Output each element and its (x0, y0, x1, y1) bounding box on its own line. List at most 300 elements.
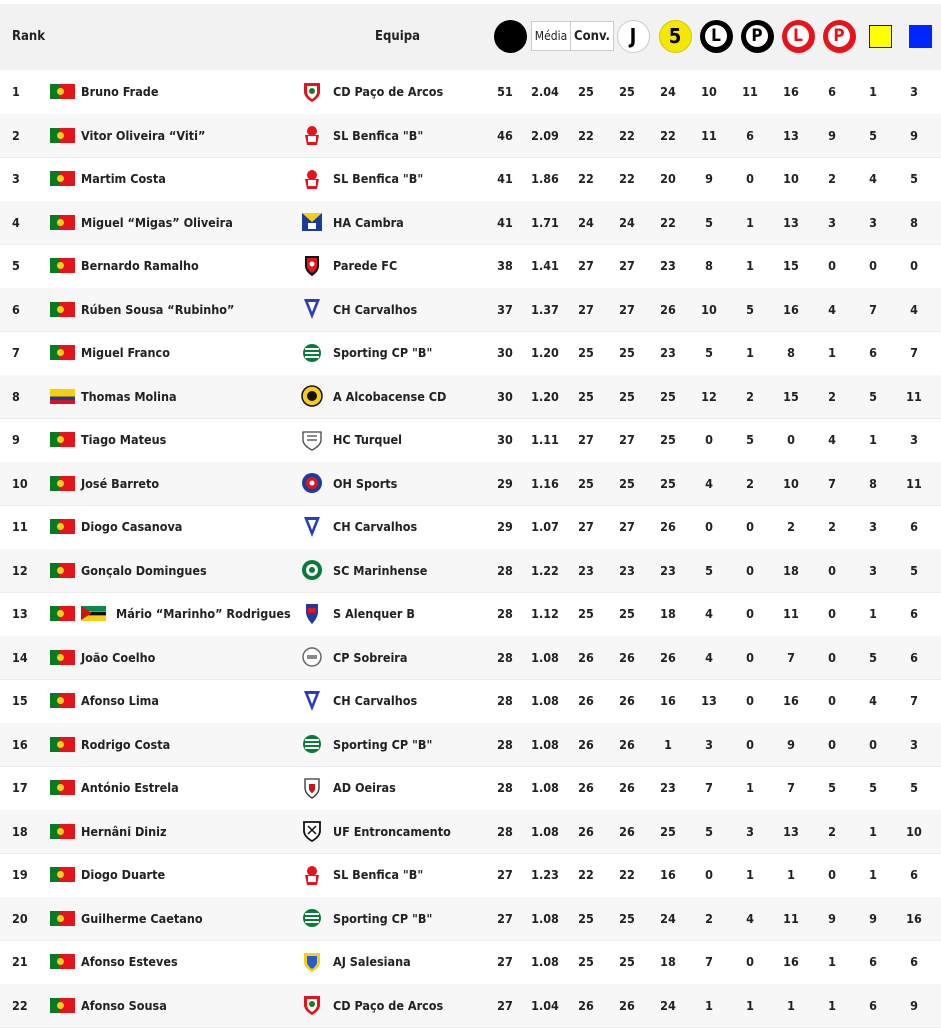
sobreira-crest-icon (301, 645, 323, 669)
stat-cell: 0 (812, 679, 852, 723)
benfica-crest-icon (301, 167, 323, 191)
stat-cell: 26 (648, 288, 688, 332)
stat-cell: 1 (812, 331, 852, 375)
p-black-icon: P (746, 25, 768, 47)
stat-cell: 29 (485, 505, 525, 549)
stat-cell: 5 (894, 157, 934, 201)
stat-cell: 9 (812, 114, 852, 158)
team-cell[interactable] (301, 984, 443, 1028)
stat-cell: 7 (689, 766, 729, 810)
stat-cell: 1.08 (525, 897, 565, 941)
stat-cell: 1.41 (525, 244, 565, 288)
stat-cell: 23 (607, 549, 647, 593)
portugal-flag-icon (50, 84, 75, 99)
yellow-card-icon (869, 25, 892, 48)
player-cell[interactable] (50, 157, 166, 201)
stat-cell: 9 (894, 114, 934, 158)
stat-cell: 7 (812, 462, 852, 506)
player-name[interactable]: Miguel Franco (81, 345, 170, 360)
team-name[interactable]: UF Entroncamento (333, 824, 451, 839)
stat-cell: 10 (689, 70, 729, 114)
player-cell[interactable] (50, 636, 155, 680)
stat-cell: 1 (689, 984, 729, 1028)
stat-cell: 27 (485, 897, 525, 941)
table-row[interactable] (0, 679, 941, 724)
player-cell[interactable] (50, 984, 167, 1028)
carvalhos-crest-icon (301, 689, 323, 713)
team-cell[interactable] (301, 549, 427, 593)
stat-cell: 7 (853, 288, 893, 332)
stat-cell: 25 (607, 375, 647, 419)
stat-cell: 1.08 (525, 810, 565, 854)
stat-cell: 22 (566, 853, 606, 897)
stat-cell: 24 (648, 897, 688, 941)
stat-cell: 23 (648, 549, 688, 593)
stat-cell: 25 (607, 462, 647, 506)
player-cell[interactable] (50, 940, 178, 984)
stat-cell: 2 (689, 897, 729, 941)
portugal-flag-icon (50, 171, 75, 186)
player-name[interactable]: José Barreto (81, 476, 159, 491)
table-row[interactable] (0, 897, 941, 942)
team-name[interactable]: AJ Salesiana (333, 954, 411, 969)
portugal-flag-icon (50, 998, 75, 1013)
team-name[interactable]: CD Paço de Arcos (333, 84, 443, 99)
table-row[interactable] (0, 853, 941, 898)
player-name[interactable]: Martim Costa (81, 171, 166, 186)
portugal-flag-icon (50, 258, 75, 273)
portugal-flag-icon (50, 780, 75, 795)
team-cell[interactable] (301, 288, 417, 332)
table-header (0, 4, 941, 70)
stat-cell: 13 (771, 114, 811, 158)
rank-cell: 3 (12, 157, 20, 201)
player-name[interactable]: Gonçalo Domingues (81, 563, 207, 578)
player-cell[interactable] (50, 70, 158, 114)
stat-cell: 5 (812, 766, 852, 810)
stat-cell: 22 (607, 114, 647, 158)
stat-cell: 22 (566, 157, 606, 201)
stat-cell: 15 (771, 375, 811, 419)
table-row[interactable] (0, 331, 941, 376)
team-name[interactable]: Parede FC (333, 258, 397, 273)
team-name[interactable]: CH Carvalhos (333, 693, 417, 708)
l-red-icon: L (787, 25, 809, 47)
blue-card-header[interactable] (900, 16, 940, 56)
team-name[interactable]: A Alcobacense CD (333, 389, 446, 404)
stat-cell: 24 (607, 201, 647, 245)
stat-cell: 2 (771, 505, 811, 549)
stat-cell: 26 (566, 984, 606, 1028)
stat-cell: 37 (485, 288, 525, 332)
stat-cell: 2 (812, 810, 852, 854)
team-cell[interactable] (301, 853, 423, 897)
team-cell[interactable] (301, 940, 411, 984)
stat-cell: 3 (853, 549, 893, 593)
stat-cell: 0 (812, 853, 852, 897)
stat-cell: 1 (853, 418, 893, 462)
player-name[interactable]: Thomas Molina (81, 389, 177, 404)
stat-cell: 30 (485, 331, 525, 375)
stat-cell: 2.09 (525, 114, 565, 158)
stat-cell: 6 (730, 114, 770, 158)
stat-cell: 6 (894, 505, 934, 549)
yellow-card-header[interactable] (860, 16, 900, 56)
stat-cell: 0 (771, 418, 811, 462)
stat-cell: 25 (607, 940, 647, 984)
team-cell[interactable] (301, 723, 432, 767)
table-row[interactable] (0, 288, 941, 333)
salesiana-crest-icon (301, 950, 323, 974)
player-name[interactable]: Miguel “Migas” Oliveira (81, 215, 233, 230)
team-cell[interactable] (301, 331, 432, 375)
team-name[interactable]: CD Paço de Arcos (333, 998, 443, 1013)
stat-cell: 26 (566, 766, 606, 810)
table-row[interactable] (0, 462, 941, 507)
stat-cell: 16 (648, 853, 688, 897)
rank-cell: 20 (12, 897, 28, 941)
p-black-header[interactable] (737, 16, 777, 56)
stat-cell: 11 (771, 897, 811, 941)
rank-cell: 9 (12, 418, 20, 462)
stat-cell: 25 (566, 375, 606, 419)
stat-cell: 1.07 (525, 505, 565, 549)
stat-cell: 10 (894, 810, 934, 854)
team-name[interactable]: Sporting CP "B" (333, 911, 432, 926)
stat-cell: 27 (607, 244, 647, 288)
team-name[interactable]: HC Turquel (333, 432, 402, 447)
table-row[interactable] (0, 940, 941, 985)
stat-cell: 1.86 (525, 157, 565, 201)
rank-cell: 17 (12, 766, 28, 810)
stat-cell: 2 (812, 505, 852, 549)
team-cell[interactable] (301, 418, 402, 462)
stat-cell: 46 (485, 114, 525, 158)
stat-cell: 26 (607, 679, 647, 723)
stat-cell: 1.08 (525, 940, 565, 984)
stat-cell: 2 (812, 375, 852, 419)
stat-cell: 4 (689, 592, 729, 636)
stat-cell: 28 (485, 766, 525, 810)
player-cell[interactable] (50, 679, 159, 723)
points-header[interactable] (490, 16, 530, 56)
team-cell[interactable] (301, 375, 446, 419)
stat-cell: 1.23 (525, 853, 565, 897)
stat-cell: 27 (485, 853, 525, 897)
player-name[interactable]: Bruno Frade (81, 84, 158, 99)
portugal-flag-icon (50, 954, 75, 969)
five-header[interactable] (655, 16, 695, 56)
stat-cell: 25 (566, 940, 606, 984)
player-name[interactable]: Hernâni Diniz (81, 824, 167, 839)
stat-cell: 4 (689, 636, 729, 680)
team-cell[interactable] (301, 244, 397, 288)
team-name[interactable]: CP Sobreira (333, 650, 407, 665)
player-name[interactable]: Rodrigo Costa (81, 737, 170, 752)
stat-cell: 10 (771, 462, 811, 506)
table-row[interactable] (0, 70, 941, 115)
stat-cell: 4 (853, 157, 893, 201)
stat-cell: 16 (894, 897, 934, 941)
stat-cell: 1 (853, 810, 893, 854)
stat-cell: 23 (566, 549, 606, 593)
stat-cell: 22 (648, 201, 688, 245)
stat-cell: 22 (648, 114, 688, 158)
rank-cell: 18 (12, 810, 28, 854)
benfica-crest-icon (301, 863, 323, 887)
table-row[interactable] (0, 592, 941, 637)
player-name[interactable]: Guilherme Caetano (81, 911, 203, 926)
stat-cell: 22 (607, 157, 647, 201)
stat-cell: 25 (607, 592, 647, 636)
stat-cell: 5 (853, 375, 893, 419)
player-cell[interactable] (50, 549, 207, 593)
stat-cell: 23 (648, 244, 688, 288)
stat-cell: 11 (771, 592, 811, 636)
stat-cell: 7 (771, 766, 811, 810)
stat-cell: 27 (566, 505, 606, 549)
stat-cell: 0 (812, 636, 852, 680)
player-name[interactable]: Tiago Mateus (81, 432, 166, 447)
table-row[interactable] (0, 157, 941, 202)
table-row[interactable] (0, 418, 941, 463)
stat-cell: 2 (812, 157, 852, 201)
p-red-header[interactable] (819, 16, 859, 56)
player-name[interactable]: Afonso Sousa (81, 998, 167, 1013)
rank-cell: 7 (12, 331, 20, 375)
player-cell[interactable] (50, 201, 233, 245)
stat-cell: 16 (771, 679, 811, 723)
stat-cell: 8 (771, 331, 811, 375)
stat-cell: 1.08 (525, 723, 565, 767)
stat-cell: 25 (607, 70, 647, 114)
stat-cell: 1.22 (525, 549, 565, 593)
player-name[interactable]: Bernardo Ramalho (81, 258, 199, 273)
stat-cell: 5 (689, 549, 729, 593)
stat-cell: 8 (853, 462, 893, 506)
team-name[interactable]: OH Sports (333, 476, 397, 491)
stat-cell: 5 (853, 636, 893, 680)
table-row[interactable] (0, 636, 941, 681)
player-cell[interactable] (50, 810, 167, 854)
player-cell[interactable] (50, 505, 182, 549)
stat-cell: 6 (894, 853, 934, 897)
team-cell[interactable] (301, 897, 432, 941)
player-name[interactable]: Mário “Marinho” Rodrigues (116, 606, 291, 621)
player-name[interactable]: Vitor Oliveira “Viti” (81, 128, 205, 143)
team-name[interactable]: Sporting CP "B" (333, 345, 432, 360)
stat-cell: 6 (853, 331, 893, 375)
player-name[interactable]: Afonso Lima (81, 693, 159, 708)
rank-cell: 1 (12, 70, 20, 114)
player-cell[interactable] (50, 244, 199, 288)
stat-cell: 9 (689, 157, 729, 201)
table-row[interactable] (0, 984, 941, 1028)
stat-cell: 5 (894, 549, 934, 593)
rank-cell: 16 (12, 723, 28, 767)
team-name[interactable]: Sporting CP "B" (333, 737, 432, 752)
blue-card-icon (909, 25, 932, 48)
player-name[interactable]: Diogo Duarte (81, 867, 165, 882)
team-cell[interactable] (301, 505, 417, 549)
ball-icon (494, 20, 527, 53)
table-row[interactable] (0, 505, 941, 550)
conv-header[interactable] (572, 16, 612, 56)
player-name[interactable]: Rúben Sousa “Rubinho” (81, 302, 234, 317)
stat-cell: 8 (894, 201, 934, 245)
stat-cell: 1.04 (525, 984, 565, 1028)
team-cell[interactable] (301, 201, 404, 245)
team-name[interactable]: HA Cambra (333, 215, 404, 230)
stat-cell: 0 (730, 157, 770, 201)
team-header[interactable]: Equipa (375, 29, 420, 44)
portugal-flag-icon (50, 650, 75, 665)
stat-cell: 13 (689, 679, 729, 723)
stat-cell: 1.71 (525, 201, 565, 245)
table-row[interactable] (0, 810, 941, 855)
stat-cell: 27 (566, 244, 606, 288)
rank-cell: 21 (12, 940, 28, 984)
team-cell[interactable] (301, 157, 423, 201)
portugal-flag-icon (50, 128, 75, 143)
carvalhos-crest-icon (301, 515, 323, 539)
stat-cell: 6 (894, 592, 934, 636)
team-name[interactable]: SC Marinhense (333, 563, 427, 578)
table-row[interactable] (0, 114, 941, 159)
stat-cell: 1 (730, 853, 770, 897)
table-row[interactable] (0, 244, 941, 289)
stat-cell: 0 (730, 592, 770, 636)
stat-cell: 16 (771, 288, 811, 332)
player-cell[interactable] (50, 766, 179, 810)
stat-cell: 6 (894, 636, 934, 680)
parede-crest-icon (301, 254, 323, 278)
team-name[interactable]: AD Oeiras (333, 780, 396, 795)
rank-cell: 5 (12, 244, 20, 288)
stat-cell: 5 (689, 331, 729, 375)
stat-cell: 10 (689, 288, 729, 332)
player-name[interactable]: João Coelho (81, 650, 155, 665)
table-row[interactable] (0, 549, 941, 594)
stat-cell: 27 (566, 288, 606, 332)
team-cell[interactable] (301, 462, 397, 506)
stat-cell: 0 (894, 244, 934, 288)
team-name[interactable]: CH Carvalhos (333, 302, 417, 317)
rank-cell: 4 (12, 201, 20, 245)
l-black-header[interactable] (696, 16, 736, 56)
player-cell[interactable] (50, 331, 170, 375)
portugal-flag-icon (50, 911, 75, 926)
player-cell[interactable] (50, 592, 291, 636)
stat-cell: 28 (485, 636, 525, 680)
rank-cell: 12 (12, 549, 28, 593)
team-cell[interactable] (301, 636, 407, 680)
stat-cell: 26 (566, 636, 606, 680)
stat-cell: 26 (566, 723, 606, 767)
team-cell[interactable] (301, 114, 423, 158)
stat-cell: 25 (566, 462, 606, 506)
stat-cell: 28 (485, 592, 525, 636)
team-cell[interactable] (301, 810, 451, 854)
player-cell[interactable] (50, 418, 166, 462)
stat-cell: 22 (607, 853, 647, 897)
player-cell[interactable] (50, 288, 234, 332)
team-name[interactable]: SL Benfica "B" (333, 867, 423, 882)
table-row[interactable] (0, 375, 941, 420)
stat-cell: 1 (771, 984, 811, 1028)
rank-cell: 19 (12, 853, 28, 897)
five-icon: 5 (659, 20, 692, 53)
rank-cell: 8 (12, 375, 20, 419)
stat-cell: 18 (648, 940, 688, 984)
player-name[interactable]: Afonso Esteves (81, 954, 178, 969)
team-cell[interactable] (301, 70, 443, 114)
portugal-flag-icon (50, 737, 75, 752)
player-cell[interactable] (50, 723, 170, 767)
player-cell[interactable] (50, 114, 205, 158)
team-cell[interactable] (301, 679, 417, 723)
rank-cell: 14 (12, 636, 28, 680)
stat-cell: 0 (812, 723, 852, 767)
team-name[interactable]: SL Benfica "B" (333, 128, 423, 143)
stat-cell: 11 (689, 114, 729, 158)
stat-cell: 2 (730, 462, 770, 506)
table-row[interactable] (0, 201, 941, 246)
rank-header[interactable]: Rank (12, 29, 45, 44)
stat-cell: 0 (853, 723, 893, 767)
team-name[interactable]: CH Carvalhos (333, 519, 417, 534)
stat-cell: 6 (894, 940, 934, 984)
player-cell[interactable] (50, 897, 203, 941)
mozambique-flag-icon (81, 606, 106, 621)
stat-cell: 25 (566, 592, 606, 636)
stat-cell: 1.08 (525, 766, 565, 810)
player-name[interactable]: António Estrela (81, 780, 179, 795)
l-red-header[interactable] (778, 16, 818, 56)
player-cell[interactable] (50, 375, 177, 419)
portugal-flag-icon (50, 476, 75, 491)
stat-cell: 15 (771, 244, 811, 288)
l-black-icon: L (705, 25, 727, 47)
stat-cell: 5 (730, 418, 770, 462)
stat-cell: 10 (771, 157, 811, 201)
team-cell[interactable] (301, 766, 396, 810)
player-cell[interactable] (50, 853, 165, 897)
stat-cell: 1 (812, 984, 852, 1028)
stat-cell: 26 (648, 636, 688, 680)
media-header[interactable] (531, 16, 571, 56)
stat-cell: 4 (689, 462, 729, 506)
portugal-flag-icon (50, 215, 75, 230)
stat-cell: 23 (648, 331, 688, 375)
table-row[interactable] (0, 723, 941, 768)
player-name[interactable]: Diogo Casanova (81, 519, 182, 534)
team-name[interactable]: SL Benfica "B" (333, 171, 423, 186)
team-name[interactable]: S Alenquer B (333, 606, 415, 621)
table-row[interactable] (0, 766, 941, 811)
sporting-crest-icon (301, 906, 323, 930)
games-header[interactable] (613, 16, 653, 56)
player-cell[interactable] (50, 462, 159, 506)
stat-cell: 24 (648, 984, 688, 1028)
team-cell[interactable] (301, 592, 415, 636)
stat-cell: 26 (607, 723, 647, 767)
stat-cell: 0 (689, 853, 729, 897)
stat-cell: 25 (607, 897, 647, 941)
p-red-icon: P (828, 25, 850, 47)
stat-cell: 9 (812, 897, 852, 941)
portugal-flag-icon (50, 824, 75, 839)
